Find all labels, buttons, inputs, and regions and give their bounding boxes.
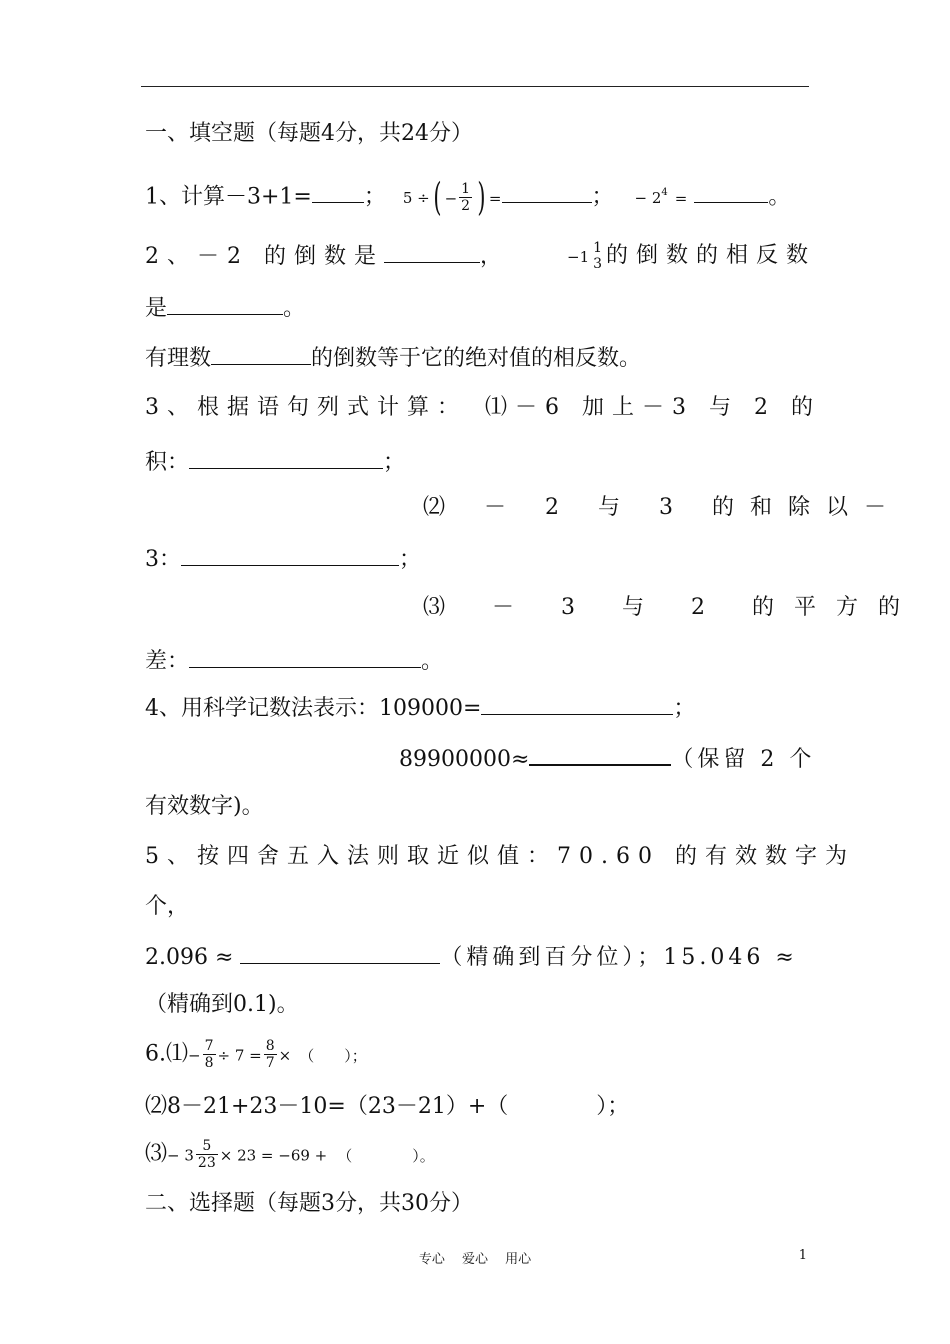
fraction: $\frac{7}{8}$	[204, 1038, 214, 1071]
question-3-line6: 差： 。	[145, 645, 810, 677]
question-3-line4: 3： ；	[145, 543, 810, 575]
header-rule	[141, 86, 809, 87]
answer-blank[interactable]	[189, 446, 383, 469]
question-5-line4: （精确到0.1)。	[145, 992, 299, 1017]
fraction: $\frac{5}{23}$	[197, 1138, 216, 1171]
answer-blank[interactable]	[167, 292, 283, 315]
section-title-fill-blank: 一、填空题（每题4分，共24分）	[145, 121, 473, 146]
question-4-line3: 有效数字)。	[145, 794, 264, 819]
question-5-line3: 2.096 ≈ （精确到百分位）；15.046 ≈	[145, 941, 810, 973]
answer-blank[interactable]	[502, 180, 592, 203]
answer-blank[interactable]	[211, 342, 311, 365]
answer-blank[interactable]	[529, 742, 671, 766]
fraction: $\frac{8}{7}$	[265, 1038, 275, 1071]
question-3-line1: 3、根据语句列式计算： ⑴－6 加上－3 与 2 的	[145, 395, 821, 420]
answer-blank[interactable]	[189, 645, 421, 668]
fraction: 1 3	[593, 240, 603, 272]
question-4-line1: 4、用科学记数法表示：109000= ；	[145, 692, 810, 724]
page-number: 1	[798, 1248, 807, 1263]
question-3-line2: 积： ；	[145, 446, 810, 478]
answer-blank[interactable]	[240, 941, 440, 964]
answer-blank[interactable]	[481, 692, 673, 715]
section-title-multiple-choice: 二、选择题（每题3分，共30分）	[145, 1191, 473, 1216]
footer-motto: 专心 爱心 用心	[418, 1252, 532, 1267]
answer-blank[interactable]	[312, 180, 364, 203]
answer-blank[interactable]	[181, 543, 399, 566]
answer-blank[interactable]	[384, 240, 480, 263]
question-6-part2: ⑵8－21+23－10=（23－21）+（ ）；	[145, 1094, 630, 1119]
question-1: 1、计算－3+1= ； 5 ÷( − $\frac{1}{2}$ ) = ； − $2^4$ = 。	[145, 175, 791, 220]
question-5-line1: 5、按四舍五入法则取近似值：70.60 的有效数字为	[145, 844, 855, 869]
question-2-line1: 2、－2 的倒数是 ， −1 1 3 的倒数的相反数	[145, 240, 817, 272]
question-5-line2: 个，	[145, 894, 190, 919]
answer-blank[interactable]	[694, 180, 768, 203]
fraction: $\frac{1}{2}$	[461, 180, 471, 214]
question-6-part1: 6.⑴− $\frac{7}{8}$ ÷ 7 = $\frac{8}{7}$ × （ ）；	[145, 1038, 367, 1071]
question-6-part3: ⑶− 3 $\frac{5}{23}$ × 23 = −69 + （ ）。	[145, 1138, 435, 1171]
question-2-line2: 是 。	[145, 292, 810, 324]
question-2-line3: 有理数 的倒数等于它的绝对值的相反数。	[145, 342, 810, 374]
